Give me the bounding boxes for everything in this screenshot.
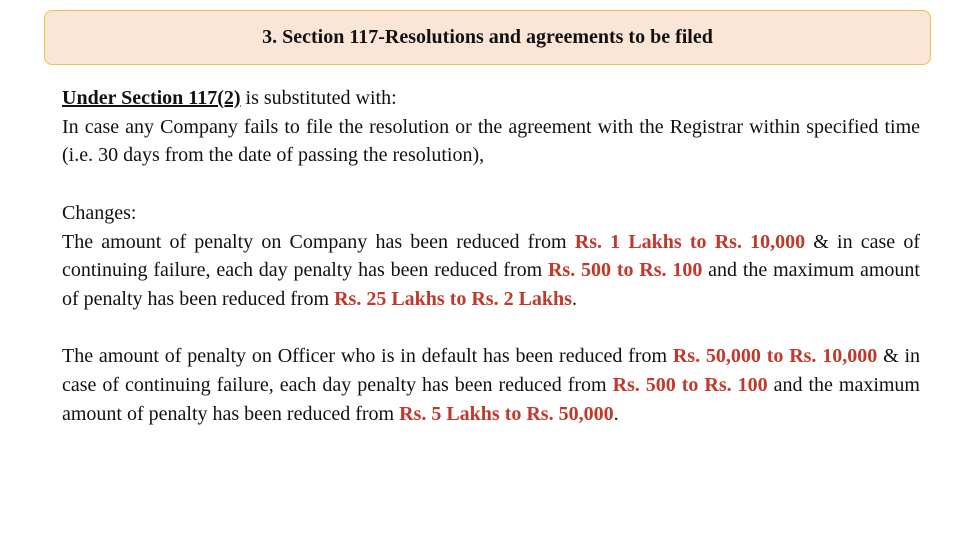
officer-text-2: & in case of continuing failure, each day penalty has been reduced from xyxy=(62,345,920,396)
officer-highlight-3: Rs. 5 Lakhs to Rs. 50,000 xyxy=(399,402,614,425)
spacer xyxy=(62,170,920,199)
officer-highlight-2: Rs. 500 to Rs. 100 xyxy=(612,374,768,396)
company-highlight-3: Rs. 25 Lakhs to Rs. 2 Lakhs xyxy=(334,287,572,310)
intro-lead-text: is substituted with: xyxy=(240,87,397,109)
spacer xyxy=(62,314,920,343)
company-highlight-2: Rs. 500 to Rs. 100 xyxy=(547,259,703,282)
company-text-3: and the maximum amount of penalty has been reduced from xyxy=(62,259,920,310)
company-text-1: The amount of penalty on Company has been reduced from xyxy=(62,230,575,253)
company-highlight-1: Rs. 1 Lakhs to Rs. 10,000 xyxy=(574,230,806,253)
officer-text-1: The amount of penalty on Officer who is in default has been reduced from xyxy=(62,345,673,368)
slide-body xyxy=(62,84,920,428)
officer-text-4: . xyxy=(613,402,619,425)
section-reference: Under Section 117(2) xyxy=(62,87,241,109)
officer-highlight-1: Rs. 50,000 to Rs. 10,000 xyxy=(672,345,878,368)
title-box xyxy=(44,10,931,65)
company-text-2: & in case of continuing failure, each day penalty has been reduced from xyxy=(62,230,921,282)
company-text-4: . xyxy=(571,287,577,310)
intro-heading-line xyxy=(62,84,920,113)
officer-penalty-paragraph xyxy=(62,342,920,428)
intro-paragraph: In case any Company fails to file the resolution or the agreement with the Registrar within specified time (i.e. 30 days from the date of passing the resolution), xyxy=(62,115,920,167)
officer-text-3: and the maximum amount of penalty has been reduced from xyxy=(62,374,920,425)
changes-heading: Changes: xyxy=(62,201,137,224)
slide-title: 3. Section 117-Resolutions and agreements to be filed xyxy=(262,26,713,48)
company-penalty-paragraph xyxy=(62,228,920,314)
